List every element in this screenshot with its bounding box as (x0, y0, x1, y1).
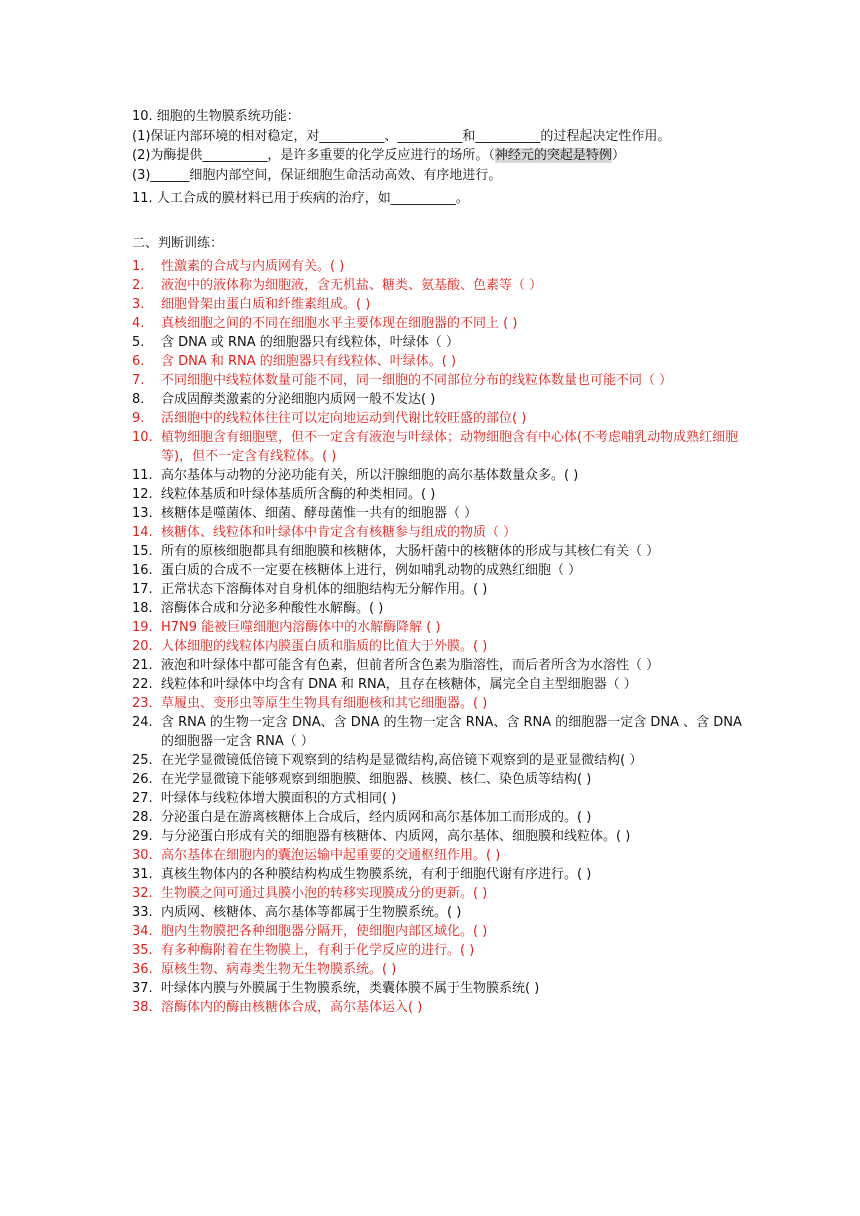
list-item-text: 含 DNA 或 RNA 的细胞器只有线粒体，叶绿体（ ） (161, 335, 459, 350)
list-item (132, 960, 742, 979)
list-item-text: 活细胞中的线粒体往往可以定向地运动到代谢比较旺盛的部位( ) (161, 411, 527, 426)
list-item-number: 27. (132, 791, 153, 806)
list-item-number: 19. (132, 620, 153, 635)
list-item-number: 15. (132, 544, 153, 559)
list-item-text: 胞内生物膜把各种细胞器分隔开，使细胞内部区域化。( ) (161, 924, 488, 939)
list-item-number: 25. (132, 753, 153, 768)
list-item-text: 草履虫、变形虫等原生生物具有细胞核和其它细胞器。( ) (161, 696, 488, 711)
list-item-number: 38. (132, 1000, 153, 1015)
list-item-text: 叶绿体与线粒体增大膜面积的方式相同( ) (161, 791, 397, 806)
list-item-text: 液泡中的液体称为细胞液，含无机盐、糖类、氨基酸、色素等（ ） (161, 278, 543, 293)
list-item (132, 789, 742, 808)
list-item (132, 371, 742, 390)
list-item-number: 20. (132, 639, 153, 654)
list-item (132, 903, 742, 922)
list-item (132, 485, 742, 504)
list-item (132, 257, 742, 276)
list-item-number: 13. (132, 506, 153, 521)
list-item-text: 生物膜之间可通过具膜小泡的转移实现膜成分的更新。( ) (161, 886, 488, 901)
list-item (132, 922, 742, 941)
judgement-list (132, 257, 742, 1017)
list-item-text: 含 RNA 的生物一定含 DNA、含 DNA 的生物一定含 RNA、含 RNA 的细胞器一定含 DNA 、含 DNA 的细胞器一定含 RNA（ ） (161, 715, 742, 749)
list-item-text: 与分泌蛋白形成有关的细胞器有核糖体、内质网，高尔基体、细胞膜和线粒体。( ) (161, 829, 631, 844)
list-item (132, 352, 742, 371)
list-item-text: 人体细胞的线粒体内膜蛋白质和脂质的比值大于外膜。( ) (161, 639, 488, 654)
list-item-number: 33. (132, 905, 153, 920)
list-item-text: 在光学显微镜低倍镜下观察到的结构是显微结构,高倍镜下观察到的是亚显微结构( ） (161, 753, 643, 768)
list-item (132, 466, 742, 485)
list-item-text: 蛋白质的合成不一定要在核糖体上进行，例如哺乳动物的成熟红细胞（ ） (161, 563, 582, 578)
list-item-number: 7. (132, 373, 145, 388)
section-title: 二、判断训练： (132, 236, 224, 251)
list-item-text: 含 DNA 和 RNA 的细胞器只有线粒体、叶绿体。( ) (161, 354, 457, 369)
list-item-text: 合成固醇类激素的分泌细胞内质网一般不发达( ) (161, 392, 436, 407)
list-item (132, 941, 742, 960)
list-item (132, 827, 742, 846)
q10-line-1: (1)保证内部环境的相对稳定，对__________、__________和__________的过程起决定性作用。 (132, 129, 671, 144)
list-item-text: 溶酶体内的酶由核糖体合成，高尔基体运入( ) (161, 1000, 423, 1015)
list-item-text: H7N9 能被巨噬细胞内溶酶体中的水解酶降解 ( ) (161, 620, 441, 635)
list-item-number: 2. (132, 278, 145, 293)
list-item-number: 23. (132, 696, 153, 711)
list-item-text: 核糖体、线粒体和叶绿体中肯定含有核糖参与组成的物质（ ） (161, 525, 517, 540)
list-item (132, 428, 742, 466)
list-item-number: 30. (132, 848, 153, 863)
list-item-number: 4. (132, 316, 145, 331)
list-item-number: 5. (132, 335, 145, 350)
list-item-number: 17. (132, 582, 153, 597)
list-item-text: 高尔基体在细胞内的囊泡运输中起重要的交通枢纽作用。( ) (161, 848, 501, 863)
q10-title: 10. 细胞的生物膜系统功能： (132, 109, 300, 124)
list-item-text: 核糖体是噬菌体、细菌、酵母菌惟一共有的细胞器（ ） (161, 506, 478, 521)
list-item (132, 504, 742, 523)
list-item-number: 1. (132, 259, 145, 274)
list-item (132, 979, 742, 998)
list-item (132, 713, 742, 751)
list-item-number: 32. (132, 886, 153, 901)
list-item-text: 不同细胞中线粒体数量可能不同，同一细胞的不同部位分布的线粒体数量也可能不同（ ） (161, 373, 673, 388)
list-item-number: 22. (132, 677, 153, 692)
list-item (132, 409, 742, 428)
list-item (132, 390, 742, 409)
list-item (132, 561, 742, 580)
list-item (132, 580, 742, 599)
list-item (132, 808, 742, 827)
list-item-number: 12. (132, 487, 153, 502)
list-item-text: 细胞骨架由蛋白质和纤维素组成。( ) (161, 297, 371, 312)
list-item-number: 6. (132, 354, 145, 369)
list-item-number: 24. (132, 715, 153, 730)
list-item-number: 16. (132, 563, 153, 578)
q11: 11. 人工合成的膜材料已用于疾病的治疗，如__________。 (132, 191, 469, 206)
list-item-number: 29. (132, 829, 153, 844)
list-item-text: 正常状态下溶酶体对自身机体的细胞结构无分解作用。( ) (161, 582, 488, 597)
list-item-text: 有多种酶附着在生物膜上，有利于化学反应的进行。( ) (161, 943, 475, 958)
list-item (132, 675, 742, 694)
list-item-number: 34. (132, 924, 153, 939)
list-item (132, 770, 742, 789)
list-item-text: 植物细胞含有细胞壁，但不一定含有液泡与叶绿体；动物细胞含有中心体(不考虑哺乳动物成熟红细胞等)，但不一定含有线粒体。( ) (161, 430, 739, 464)
list-item (132, 333, 742, 352)
list-item-text: 线粒体和叶绿体中均含有 DNA 和 RNA，且存在核糖体，属完全自主型细胞器（ ） (161, 677, 637, 692)
q10-line-2-main: (2)为酶提供__________，是许多重要的化学反应进行的场所。（ (132, 148, 495, 163)
list-item-number: 9. (132, 411, 145, 426)
list-item (132, 751, 742, 770)
list-item (132, 295, 742, 314)
list-item-text: 内质网、核糖体、高尔基体等都属于生物膜系统。( ) (161, 905, 462, 920)
list-item-text: 液泡和叶绿体中都可能含有色素，但前者所含色素为脂溶性，而后者所含为水溶性（ ） (161, 658, 660, 673)
list-item (132, 865, 742, 884)
list-item-number: 36. (132, 962, 153, 977)
list-item-number: 8. (132, 392, 145, 407)
list-item-number: 37. (132, 981, 153, 996)
list-item-text: 叶绿体内膜与外膜属于生物膜系统，类囊体膜不属于生物膜系统( ) (161, 981, 540, 996)
list-item-number: 21. (132, 658, 153, 673)
list-item-number: 10. (132, 430, 153, 445)
list-item (132, 618, 742, 637)
list-item (132, 884, 742, 903)
q10-line-2-end: ） (611, 148, 625, 163)
list-item (132, 314, 742, 333)
list-item (132, 998, 742, 1017)
highlighted-note: 神经元的突起是特例 (494, 148, 612, 163)
list-item (132, 846, 742, 865)
list-item (132, 656, 742, 675)
list-item (132, 523, 742, 542)
list-item-number: 26. (132, 772, 153, 787)
list-item-text: 高尔基体与动物的分泌功能有关，所以汗腺细胞的高尔基体数量众多。( ) (161, 468, 579, 483)
list-item-text: 溶酶体合成和分泌多种酸性水解酶。( ) (161, 601, 384, 616)
list-item-text: 原核生物、病毒类生物无生物膜系统。( ) (161, 962, 397, 977)
list-item-number: 31. (132, 867, 153, 882)
list-item-text: 线粒体基质和叶绿体基质所含酶的种类相同。( ) (161, 487, 436, 502)
list-item-number: 3. (132, 297, 145, 312)
list-item (132, 694, 742, 713)
list-item-number: 28. (132, 810, 153, 825)
list-item-text: 分泌蛋白是在游离核糖体上合成后，经内质网和高尔基体加工而形成的。( ) (161, 810, 592, 825)
list-item-text: 所有的原核细胞都具有细胞膜和核糖体，大肠杆菌中的核糖体的形成与其核仁有关（ ） (161, 544, 660, 559)
list-item-number: 14. (132, 525, 153, 540)
q10-line-3: (3)______细胞内部空间，保证细胞生命活动高效、有序地进行。 (132, 168, 502, 183)
list-item (132, 542, 742, 561)
list-item-text: 真核细胞之间的不同在细胞水平主要体现在细胞器的不同上 ( ) (161, 316, 518, 331)
q10-line-2 (132, 146, 625, 165)
list-item (132, 599, 742, 618)
list-item-number: 35. (132, 943, 153, 958)
list-item-text: 真核生物体内的各种膜结构构成生物膜系统，有利于细胞代谢有序进行。( ) (161, 867, 592, 882)
list-item-text: 性激素的合成与内质网有关。( ) (161, 259, 345, 274)
list-item-text: 在光学显微镜下能够观察到细胞膜、细胞器、核膜、核仁、染色质等结构( ) (161, 772, 592, 787)
list-item (132, 276, 742, 295)
list-item-number: 18. (132, 601, 153, 616)
list-item-number: 11. (132, 468, 153, 483)
list-item (132, 637, 742, 656)
